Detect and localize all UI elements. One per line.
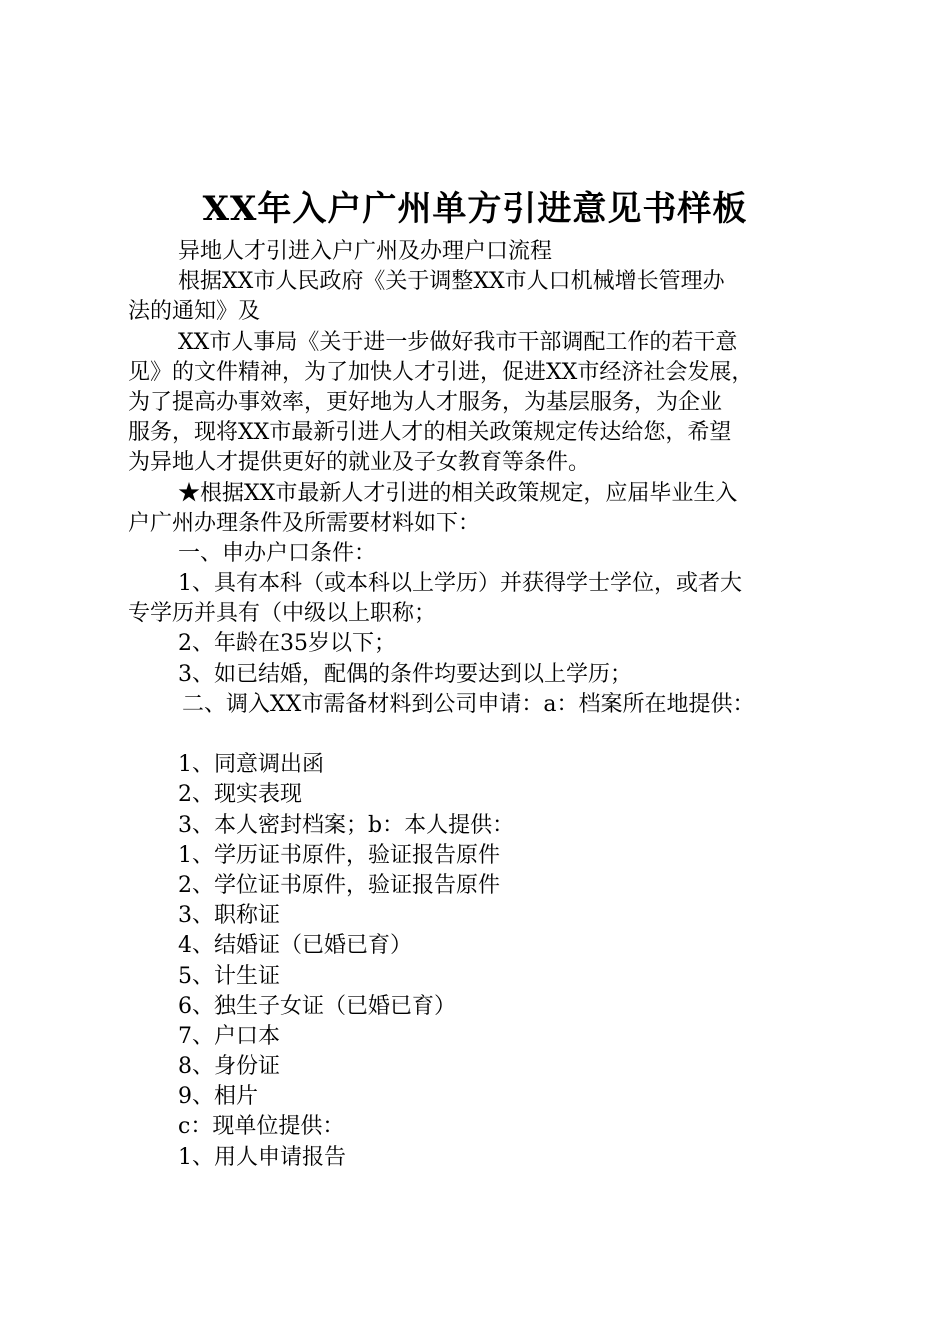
list-item: 5、计生证	[178, 963, 280, 989]
list-item: 4、结婚证（已婚已育）	[178, 933, 412, 959]
list-item: 2、现实表现	[178, 782, 302, 808]
list-item: 1、学历证书原件，验证报告原件	[178, 842, 500, 868]
list-item: 6、独生子女证（已婚已育）	[178, 993, 456, 1019]
paragraph-line: XX市人事局《关于进一步做好我市干部调配工作的若干意	[178, 329, 738, 355]
paragraph-line: 户广州办理条件及所需要材料如下：	[128, 510, 481, 536]
list-item: 8、身份证	[178, 1054, 280, 1080]
list-item: 9、相片	[178, 1084, 258, 1110]
subtitle-line: 异地人才引进入户广州及办理户口流程	[178, 239, 553, 264]
paragraph-line: 为异地人才提供更好的就业及子女教育等条件。	[128, 450, 591, 476]
list-item: 3、如已结婚，配偶的条件均要达到以上学历；	[178, 661, 632, 687]
section-heading: 二、调入XX市需备材料到公司申请：a：档案所在地提供：	[182, 691, 755, 717]
paragraph-line: 法的通知》及	[128, 299, 261, 325]
list-item: 3、职称证	[178, 903, 280, 929]
document-body	[128, 237, 848, 1173]
list-item: 1、用人申请报告	[178, 1144, 346, 1170]
list-item: 7、户口本	[178, 1023, 280, 1049]
paragraph-line: 服务，现将XX市最新引进人才的相关政策规定传达给您，希望	[128, 420, 732, 446]
paragraph-line: 根据XX市人民政府《关于调整XX市人口机械增长管理办	[178, 269, 725, 295]
section-heading: 一、申办户口条件：	[178, 540, 377, 566]
list-item: 1、同意调出函	[178, 752, 324, 778]
paragraph-line: 为了提高办事效率，更好地为人才服务，为基层服务，为企业	[128, 389, 723, 415]
paragraph-line: 见》的文件精神，为了加快人才引进，促进XX市经济社会发展，	[128, 359, 754, 385]
document-title: XX年入户广州单方引进意见书样板	[202, 189, 748, 229]
list-item: 3、本人密封档案；b：本人提供：	[178, 812, 515, 838]
paragraph-line: ★根据XX市最新人才引进的相关政策规定，应届毕业生入	[178, 480, 738, 506]
list-item-continuation: 专学历并具有（中级以上职称；	[128, 601, 437, 627]
list-item: 2、年龄在35岁以下；	[178, 631, 396, 657]
blank-line	[128, 720, 848, 750]
list-item: 1、具有本科（或本科以上学历）并获得学士学位，或者大	[178, 571, 742, 597]
list-heading: c：现单位提供：	[178, 1114, 345, 1140]
list-item: 2、学位证书原件，验证报告原件	[178, 872, 500, 898]
